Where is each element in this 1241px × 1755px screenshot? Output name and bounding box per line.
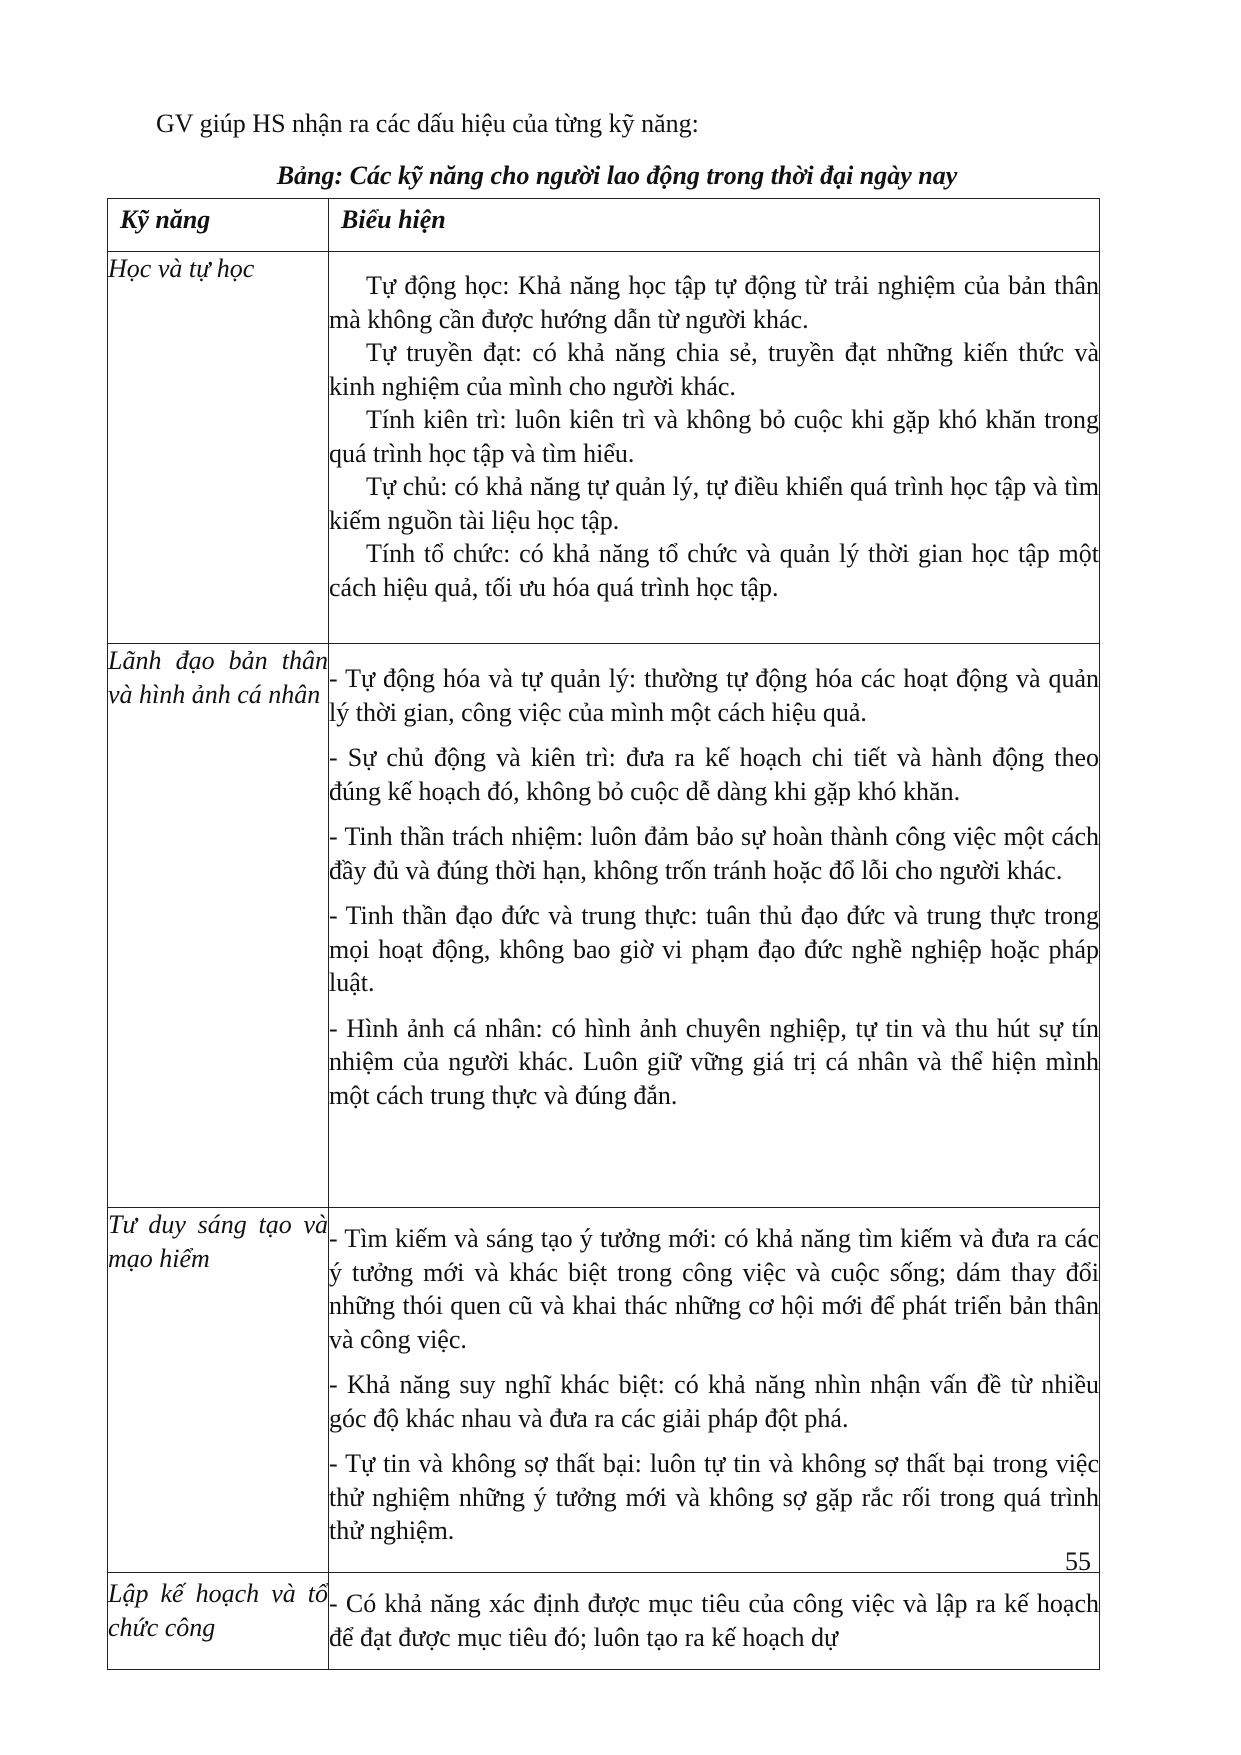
table-row [108,252,1100,644]
table-caption: Bảng: Các kỹ năng cho người lao động trong thời đại ngày nay [276,161,958,190]
description-item: Tự truyền đạt: có khả năng chia sẻ, truyền đạt những kiến thức và kinh nghiệm của mình cho người khác. [329,338,1099,401]
skill-name: Học và tự học [108,254,255,283]
description-item: Tính kiên trì: luôn kiên trì và không bỏ cuộc khi gặp khó khăn trong quá trình học tập và tìm hiểu. [329,405,1099,468]
skill-name: Lãnh đạo bản thân và hình ảnh cá nhân [108,646,328,709]
skill-cell [108,252,329,644]
table-row [108,644,1100,1208]
description-item: - Sự chủ động và kiên trì: đưa ra kế hoạch chi tiết và hành động theo đúng kế hoạch đó, không bỏ cuộc dễ dàng khi gặp khó khăn. [329,743,1099,806]
description-item: - Tự tin và không sợ thất bại: luôn tự tin và không sợ thất bại trong việc thử nghiệm những ý tưởng mới và không sợ gặp rắc rối trong quá trình thử nghiệm. [329,1449,1099,1545]
description-item: - Khả năng suy nghĩ khác biệt: có khả năng nhìn nhận vấn đề từ nhiều góc độ khác nhau và đưa ra các giải pháp đột phá. [329,1370,1099,1433]
skill-name: Tư duy sáng tạo và mạo hiểm [108,1210,328,1273]
description-cell [329,252,1100,644]
description-item: Tự chủ: có khả năng tự quản lý, tự điều khiển quá trình học tập và tìm kiếm nguồn tài liệu học tập. [329,472,1099,535]
description-item: Tính tổ chức: có khả năng tổ chức và quản lý thời gian học tập một cách hiệu quả, tối ưu hóa quá trình học tập. [329,539,1099,602]
description-item: - Tự động hóa và tự quản lý: thường tự động hóa các hoạt động và quản lý thời gian, công việc của mình một cách hiệu quả. [329,664,1099,727]
page-number: 55 [1065,1547,1091,1576]
skill-cell [108,644,329,1208]
description-item: Tự động học: Khả năng học tập tự động từ trải nghiệm của bản thân mà không cần được hướng dẫn từ người khác. [329,271,1099,334]
skill-cell [108,1208,329,1573]
description-cell [329,1208,1100,1573]
description-cell [329,644,1100,1208]
skills-table [107,198,1100,1670]
table-row [108,1208,1100,1573]
description-cell [329,1573,1100,1670]
description-item: - Hình ảnh cá nhân: có hình ảnh chuyên nghiệp, tự tin và thu hút sự tín nhiệm của người khác. Luôn giữ vững giá trị cá nhân và thể hiện mình một cách trung thực và đúng đắn. [329,1013,1099,1110]
header-skill: Kỹ năng [108,199,329,252]
intro-text: GV giúp HS nhận ra các dấu hiệu của từng kỹ năng: [156,109,699,138]
table-header-row [108,199,1100,252]
description-item: - Tìm kiếm và sáng tạo ý tưởng mới: có khả năng tìm kiếm và đưa ra các ý tưởng mới và khác biệt trong công việc và cuộc sống; dám thay đổi những thói quen cũ và khai thác những cơ hội mới để phát triển bản thân và công việc. [329,1224,1099,1354]
skill-cell [108,1573,329,1670]
header-expression: Biểu hiện [329,199,1100,252]
description-item: - Tinh thần đạo đức và trung thực: tuân thủ đạo đức và trung thực trong mọi hoạt động, không bao giờ vi phạm đạo đức nghề nghiệp hoặc pháp luật. [329,901,1099,997]
skill-name: Lập kế hoạch và tổ chức công [108,1579,328,1642]
description-item: - Tinh thần trách nhiệm: luôn đảm bảo sự hoàn thành công việc một cách đầy đủ và đúng thời hạn, không trốn tránh hoặc đổ lỗi cho người khác. [329,822,1099,885]
table-row [108,1573,1100,1670]
description-item: - Có khả năng xác định được mục tiêu của công việc và lập ra kế hoạch để đạt được mục tiêu đó; luôn tạo ra kế hoạch dự [329,1589,1099,1652]
